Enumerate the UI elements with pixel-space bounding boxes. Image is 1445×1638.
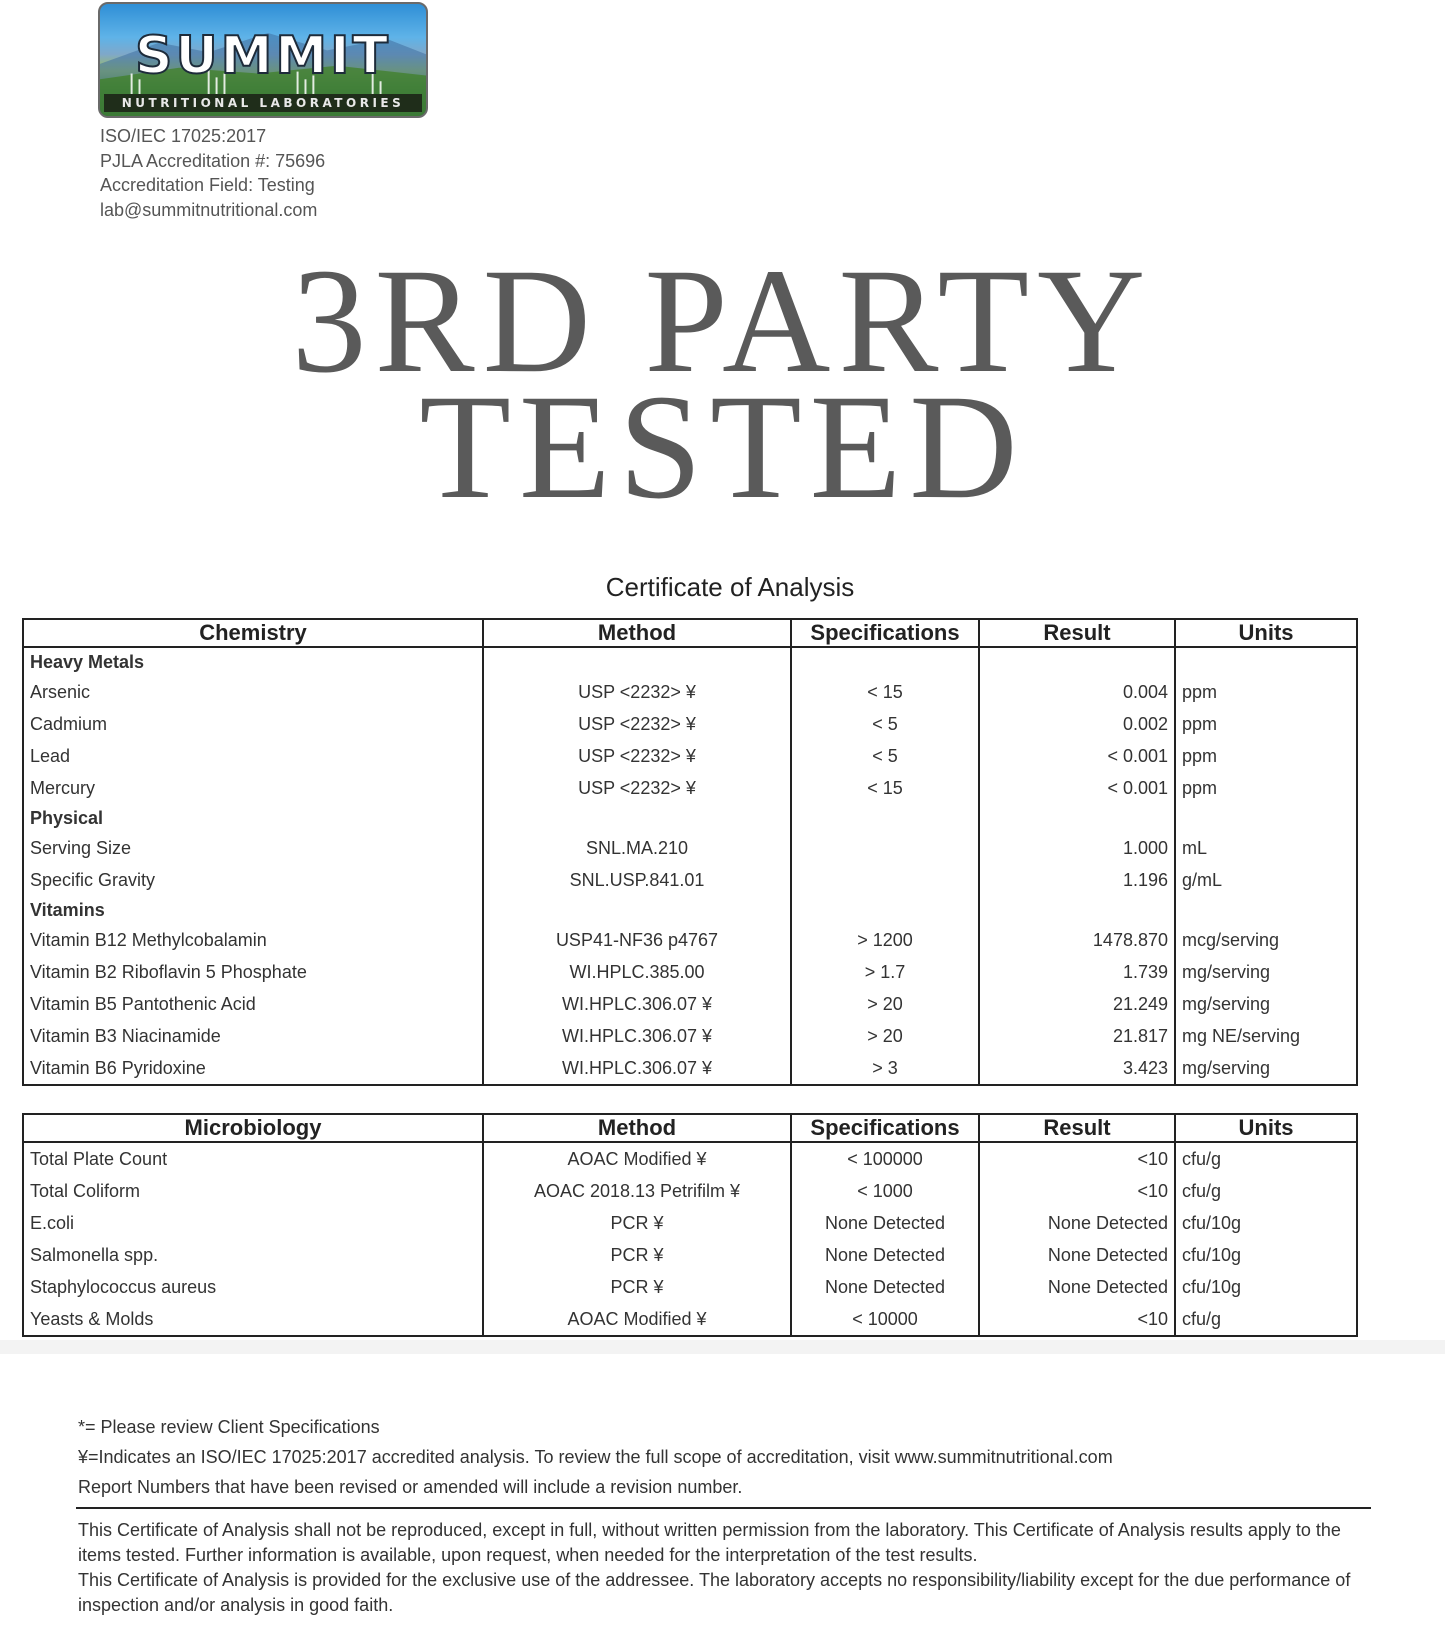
method-cell: USP <2232> ¥ [483,772,791,804]
spec-cell: > 1200 [791,924,979,956]
analyte-cell: E.coli [23,1207,483,1239]
table-row [23,1271,1357,1303]
divider [76,1507,1371,1509]
spec-cell: > 20 [791,988,979,1020]
spec-cell: < 1000 [791,1175,979,1207]
chemistry-col-method: Method [483,619,791,647]
analyte-cell: Cadmium [23,708,483,740]
table-row [23,1052,1357,1085]
result-cell: <10 [979,1175,1175,1207]
spec-cell: < 5 [791,708,979,740]
spec-cell: < 10000 [791,1303,979,1336]
empty-cell [483,647,791,676]
method-cell: AOAC Modified ¥ [483,1303,791,1336]
method-cell: SNL.MA.210 [483,832,791,864]
chemistry-col-result: Result [979,619,1175,647]
empty-cell [791,896,979,924]
table-row [23,676,1357,708]
units-cell: mcg/serving [1175,924,1357,956]
empty-cell [979,896,1175,924]
table-row [23,864,1357,896]
method-cell: SNL.USP.841.01 [483,864,791,896]
chemistry-col-name: Chemistry [23,619,483,647]
microbiology-col-units: Units [1175,1114,1357,1142]
microbiology-col-spec: Specifications [791,1114,979,1142]
analyte-cell: Vitamin B5 Pantothenic Acid [23,988,483,1020]
spec-cell: > 1.7 [791,956,979,988]
microbiology-col-name: Microbiology [23,1114,483,1142]
empty-cell [1175,896,1357,924]
method-cell: WI.HPLC.306.07 ¥ [483,1020,791,1052]
spec-cell: > 20 [791,1020,979,1052]
summit-logo [98,2,428,118]
analyte-cell: Yeasts & Molds [23,1303,483,1336]
analyte-cell: Vitamin B2 Riboflavin 5 Phosphate [23,956,483,988]
analyte-cell: Mercury [23,772,483,804]
analyte-cell: Serving Size [23,832,483,864]
group-row [23,647,1357,676]
table-row [23,708,1357,740]
table-row [23,924,1357,956]
table-row [23,1207,1357,1239]
empty-cell [1175,647,1357,676]
analyte-cell: Arsenic [23,676,483,708]
result-cell: 3.423 [979,1052,1175,1085]
microbiology-col-method: Method [483,1114,791,1142]
spec-cell: None Detected [791,1207,979,1239]
hero-line-2: TESTED [419,364,1026,530]
spec-cell: None Detected [791,1271,979,1303]
table-row [23,1142,1357,1175]
accreditation-field: Accreditation Field: Testing [100,175,315,195]
units-cell: g/mL [1175,864,1357,896]
method-cell: USP <2232> ¥ [483,740,791,772]
lab-email: lab@summitnutritional.com [100,199,318,220]
group-label: Physical [23,804,483,832]
group-label: Heavy Metals [23,647,483,676]
chemistry-table [22,618,1358,1086]
units-cell: cfu/g [1175,1142,1357,1175]
page-shade-band [0,1340,1445,1354]
method-cell: USP <2232> ¥ [483,708,791,740]
microbiology-col-result: Result [979,1114,1175,1142]
table-row [23,772,1357,804]
group-label: Vitamins [23,896,483,924]
spec-cell: < 5 [791,740,979,772]
result-cell: <10 [979,1303,1175,1336]
table-row [23,1239,1357,1271]
units-cell: cfu/g [1175,1303,1357,1336]
table-row [23,1020,1357,1052]
table-row [23,740,1357,772]
empty-cell [1175,804,1357,832]
analyte-cell: Total Plate Count [23,1142,483,1175]
units-cell: cfu/10g [1175,1271,1357,1303]
method-cell: PCR ¥ [483,1207,791,1239]
analyte-cell: Lead [23,740,483,772]
group-row [23,804,1357,832]
units-cell: ppm [1175,772,1357,804]
units-cell: ppm [1175,676,1357,708]
disclaimer [78,1518,1368,1618]
disclaimer-liability: This Certificate of Analysis is provided for the exclusive use of the addressee. The laboratory accepts no responsibility/liability except for the due performance of inspection and/or analysis in good faith. [78,1570,1351,1615]
chemistry-col-spec: Specifications [791,619,979,647]
analyte-cell: Vitamin B3 Niacinamide [23,1020,483,1052]
result-cell: 0.002 [979,708,1175,740]
units-cell: mL [1175,832,1357,864]
method-cell: USP <2232> ¥ [483,676,791,708]
method-cell: WI.HPLC.385.00 [483,956,791,988]
empty-cell [791,804,979,832]
spec-cell [791,832,979,864]
microbiology-table [22,1113,1358,1337]
spec-cell: < 100000 [791,1142,979,1175]
result-cell: 21.817 [979,1020,1175,1052]
units-cell: mg NE/serving [1175,1020,1357,1052]
units-cell: cfu/10g [1175,1207,1357,1239]
units-cell: cfu/g [1175,1175,1357,1207]
table-row [23,956,1357,988]
spec-cell: > 3 [791,1052,979,1085]
note-revisions: Report Numbers that have been revised or amended will include a revision number. [78,1477,743,1497]
units-cell: mg/serving [1175,1052,1357,1085]
method-cell: USP41-NF36 p4767 [483,924,791,956]
units-cell: mg/serving [1175,956,1357,988]
method-cell: AOAC 2018.13 Petrifilm ¥ [483,1175,791,1207]
spec-cell: None Detected [791,1239,979,1271]
hero-line-1: 3RD PARTY [291,238,1154,404]
chemistry-col-units: Units [1175,619,1357,647]
analyte-cell: Total Coliform [23,1175,483,1207]
third-party-tested-banner [0,238,1445,530]
table-row [23,1175,1357,1207]
spec-cell: < 15 [791,676,979,708]
result-cell: 21.249 [979,988,1175,1020]
result-cell: None Detected [979,1207,1175,1239]
empty-cell [791,647,979,676]
table-row [23,832,1357,864]
result-cell: <10 [979,1142,1175,1175]
disclaimer-reproduction: This Certificate of Analysis shall not be reproduced, except in full, without written permission from the laboratory. This Certificate of Analysis results apply to the items tested. Further information is available, upon request, when needed for the interpretation of the test results. [78,1520,1341,1565]
logo-wordmark: SUMMIT [135,26,391,86]
logo-subtitle: NUTRITIONAL LABORATORIES [104,94,422,112]
result-cell: 1.196 [979,864,1175,896]
spec-cell: < 15 [791,772,979,804]
method-cell: PCR ¥ [483,1239,791,1271]
method-cell: AOAC Modified ¥ [483,1142,791,1175]
method-cell: WI.HPLC.306.07 ¥ [483,988,791,1020]
result-cell: 1478.870 [979,924,1175,956]
empty-cell [483,896,791,924]
result-cell: < 0.001 [979,772,1175,804]
method-cell: WI.HPLC.306.07 ¥ [483,1052,791,1085]
result-cell: None Detected [979,1271,1175,1303]
accreditation-info [100,124,325,222]
table-row [23,1303,1357,1336]
analyte-cell: Staphylococcus aureus [23,1271,483,1303]
iso-standard: ISO/IEC 17025:2017 [100,126,267,146]
analyte-cell: Salmonella spp. [23,1239,483,1271]
footnotes [78,1412,1113,1502]
microbiology-header-row [23,1114,1357,1142]
result-cell: 1.739 [979,956,1175,988]
units-cell: cfu/10g [1175,1239,1357,1271]
table-row [23,988,1357,1020]
result-cell: < 0.001 [979,740,1175,772]
result-cell: 0.004 [979,676,1175,708]
pjla-number: PJLA Accreditation #: 75696 [100,150,326,171]
analyte-cell: Vitamin B12 Methylcobalamin [23,924,483,956]
units-cell: ppm [1175,740,1357,772]
result-cell: None Detected [979,1239,1175,1271]
result-cell: 1.000 [979,832,1175,864]
method-cell: PCR ¥ [483,1271,791,1303]
group-row [23,896,1357,924]
empty-cell [483,804,791,832]
units-cell: ppm [1175,708,1357,740]
spec-cell [791,864,979,896]
note-accredited-analysis: ¥=Indicates an ISO/IEC 17025:2017 accredited analysis. To review the full scope of accreditation, visit www.summitnutritional.com [78,1447,1113,1467]
analyte-cell: Specific Gravity [23,864,483,896]
note-client-specs: *= Please review Client Specifications [78,1417,380,1437]
chemistry-header-row [23,619,1357,647]
units-cell: mg/serving [1175,988,1357,1020]
empty-cell [979,647,1175,676]
certificate-title: Certificate of Analysis [605,572,855,602]
empty-cell [979,804,1175,832]
analyte-cell: Vitamin B6 Pyridoxine [23,1052,483,1085]
